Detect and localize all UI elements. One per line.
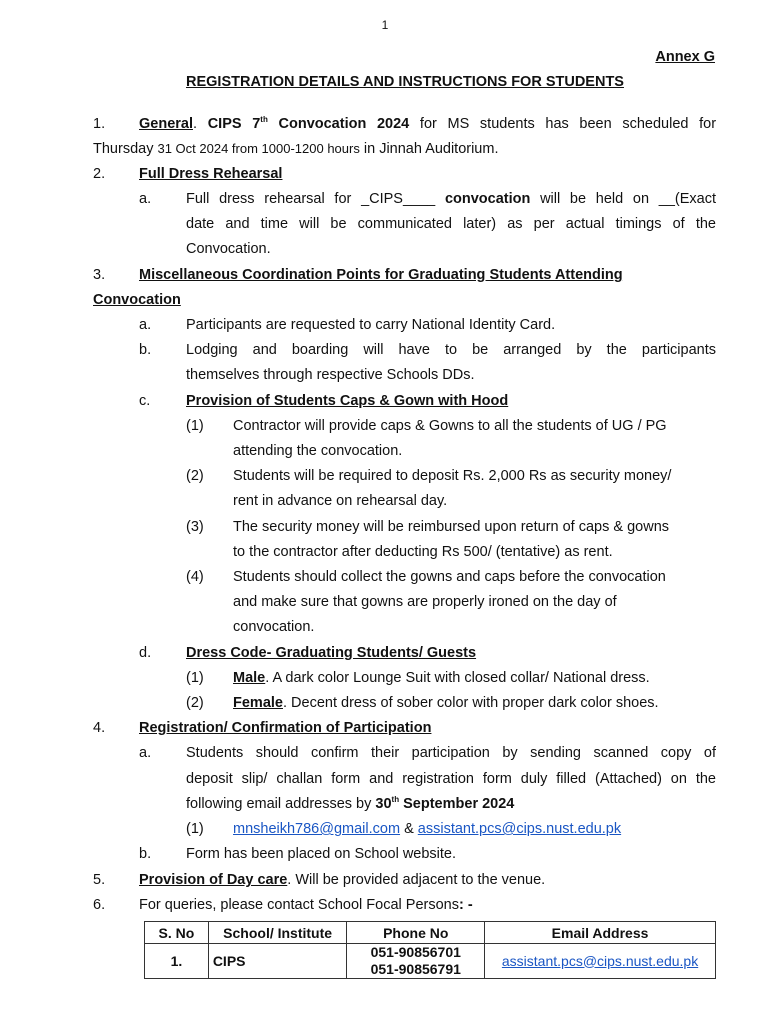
table-header-row [145,922,716,944]
header-phone: Phone No [347,922,485,944]
email-separator: & [404,821,414,837]
male-dress-text: . A dark color Lounge Suit with closed collar/ National dress. [265,670,650,686]
event-date-time: 31 Oct 2024 from 1000-1200 hours [157,141,360,156]
deadline-month-year: September 2024 [403,796,515,812]
convocation-ordinal: th [260,116,268,125]
section-3b-label: b. [139,342,152,358]
phone-1: 051-90856701 [370,944,461,960]
section-4b-text: Form has been placed on School website. [186,846,457,862]
section-3d2-label: (2) [186,695,204,711]
focal-persons-table [144,921,716,979]
section-3a-text: Participants are requested to carry National Identity Card. [186,317,556,333]
section-3-number: 3. [93,267,106,283]
cell-school: CIPS [208,944,347,979]
section-2a-line2: date and time will be communicated later) as per actual timings of the [186,216,716,232]
section-3c1-label: (1) [186,418,204,434]
section-6-body: For queries, please contact School Focal Persons [139,897,459,913]
cell-phone [347,944,485,979]
section-2a-line3: Convocation. [186,241,271,257]
section-3c4-line3: convocation. [233,619,315,635]
section-4a1-label: (1) [186,821,204,837]
phone-2: 051-90856791 [370,961,461,977]
section-6-colon: : - [458,897,473,913]
section-3c3-label: (3) [186,519,204,535]
convocation-year: Convocation 2024 [278,116,410,132]
section-3d1-label: (1) [186,670,204,686]
cell-sno: 1. [145,944,209,979]
male-heading: Male [233,670,266,686]
section-2a-line1 [186,191,716,207]
email-link-1[interactable]: mnsheikh786@gmail.com [233,821,401,837]
section-4-number: 4. [93,720,106,736]
section-5-text [139,872,545,888]
document-title: REGISTRATION DETAILS AND INSTRUCTIONS FOR STUDENTS [186,74,624,90]
rehearsal-text-post: will be held on __(Exact [540,191,716,207]
section-3a-label: a. [139,317,152,333]
section-3c-label: c. [139,393,151,409]
rehearsal-text-bold: convocation [444,191,531,207]
header-sno: S. No [145,922,209,944]
deadline-ordinal: th [391,795,400,805]
section-3b-line1: Lodging and boarding will have to be arranged by the participants [186,342,716,358]
section-3c4-line2: and make sure that gowns are properly ironed on the day of [233,594,617,610]
section-5-body: . Will be provided adjacent to the venue. [287,872,546,888]
section-3c3-line1: The security money will be reimbursed upon return of caps & gowns [233,519,670,535]
section-6-number: 6. [93,897,106,913]
cell-email [485,944,716,979]
section-4a-line2: deposit slip/ challan form and registration form duly filled (Attached) on the [186,771,716,787]
section-3c1-line2: attending the convocation. [233,443,403,459]
section-5-heading: Provision of Day care [139,872,288,888]
annex-label: Annex G [655,49,715,65]
section-1-dot: . [193,116,198,132]
section-3-heading-line2: Convocation [93,292,181,308]
email-link-2[interactable]: assistant.pcs@cips.nust.edu.pk [417,821,622,837]
section-3c2-line1: Students will be required to deposit Rs. 2,000 Rs as security money/ [233,468,672,484]
section-3d-heading: Dress Code- Graduating Students/ Guests [186,645,477,661]
section-3c2-label: (2) [186,468,204,484]
section-1-heading: General [139,116,193,132]
section-4-heading: Registration/ Confirmation of Participation [139,720,432,736]
deadline-date [375,796,514,812]
convocation-title [208,116,410,132]
event-day: Thursday [93,141,154,157]
table-email-link[interactable]: assistant.pcs@cips.nust.edu.pk [501,952,699,969]
convocation-name: CIPS 7 [207,116,261,132]
page-number: 1 [381,18,389,32]
section-1-text: for MS students has been scheduled for [419,116,716,132]
section-3d1-text [233,670,650,686]
section-3d2-text [233,695,659,711]
section-4a-line1: Students should confirm their participation by sending scanned copy of [186,745,716,761]
section-2-heading: Full Dress Rehearsal [139,166,283,182]
section-1-line2 [93,141,498,157]
section-3c1-line1: Contractor will provide caps & Gowns to all the students of UG / PG [233,418,667,434]
female-dress-text: . Decent dress of sober color with proper dark color shoes. [282,695,659,711]
section-4a1-emails [233,821,621,837]
section-6-text [139,897,473,913]
section-2-number: 2. [93,166,106,182]
female-heading: Female [233,695,283,711]
event-venue: in Jinnah Auditorium. [363,141,499,157]
header-school: School/ Institute [208,922,347,944]
section-3c4-label: (4) [186,569,204,585]
deadline-text: following email addresses by [186,796,372,812]
section-3c3-line2: to the contractor after deducting Rs 500/ (tentative) as rent. [233,544,613,560]
section-5-number: 5. [93,872,106,888]
deadline-day: 30 [375,796,392,812]
section-3c-heading: Provision of Students Caps & Gown with Hood [186,393,509,409]
section-4a-line3 [186,796,514,812]
section-3-heading-line1: Miscellaneous Coordination Points for Graduating Students Attending [139,267,623,283]
header-email: Email Address [485,922,716,944]
section-3c2-line2: rent in advance on rehearsal day. [233,493,448,509]
section-3c4-line1: Students should collect the gowns and caps before the convocation [233,569,666,585]
table-row [145,944,716,979]
section-4b-label: b. [139,846,152,862]
section-2a-label: a. [139,191,152,207]
section-3b-line2: themselves through respective Schools DDs. [186,367,475,383]
rehearsal-text-pre: Full dress rehearsal for _CIPS____ [186,191,436,207]
section-3d-label: d. [139,645,152,661]
section-1-line1 [139,116,716,132]
section-1-number: 1. [93,116,106,132]
section-4a-label: a. [139,745,152,761]
